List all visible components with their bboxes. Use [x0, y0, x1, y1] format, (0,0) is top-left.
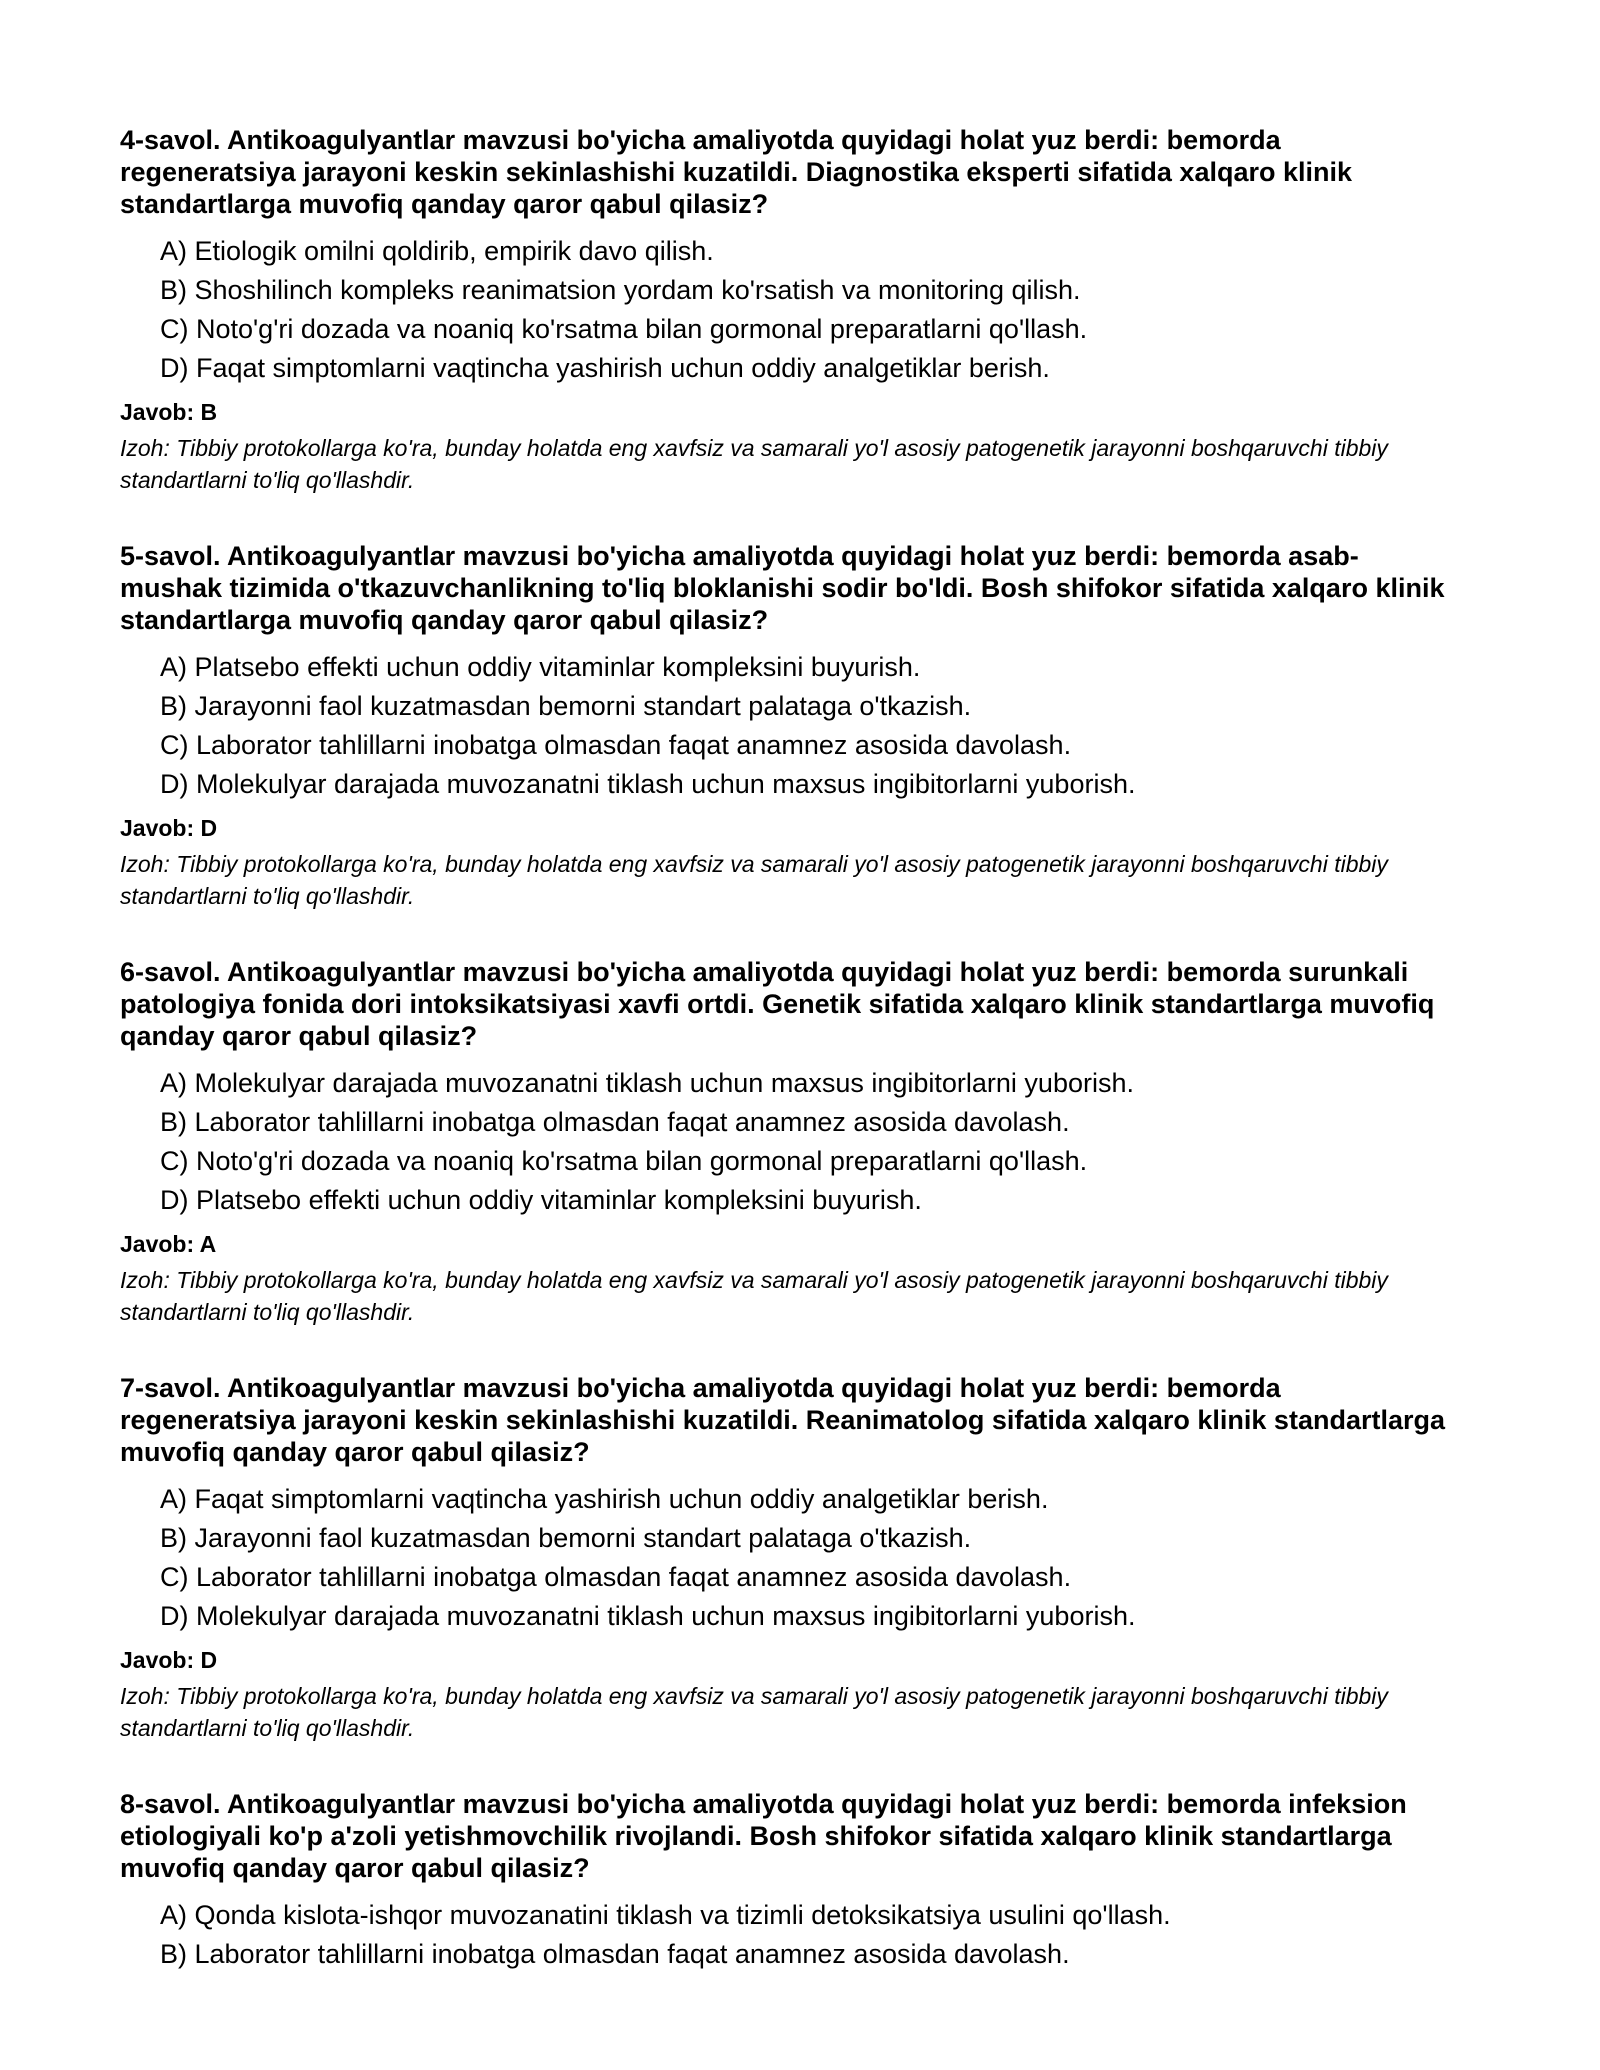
explanation-note: Izoh: Tibbiy protokollarga ko'ra, bunday holatda eng xavfsiz va samarali yo'l asosiy patogenetik jarayonni boshqaruvchi tibbiy standartlarni to'liq qo'llashdir.	[120, 1683, 1388, 1741]
option-a: A) Etiologik omilni qoldirib, empirik davo qilish.	[160, 236, 714, 266]
option-d: D) Faqat simptomlarni vaqtincha yashirish uchun oddiy analgetiklar berish.	[160, 353, 1050, 383]
option-c: C) Noto'g'ri dozada va noaniq ko'rsatma bilan gormonal preparatlarni qo'llash.	[160, 1146, 1088, 1176]
question-7	[120, 1372, 1460, 1744]
question-title: 8-savol. Antikoagulyantlar mavzusi bo'yicha amaliyotda quyidagi holat yuz berdi: bemorda infeksion etiologiyali ko'p a'zoli yetishmovchilik rivojlandi. Bosh shifokor sifatida xalqaro klinik standartlarga muvofiq qanday qaror qabul qilasiz?	[120, 1789, 1407, 1883]
document-page	[120, 124, 1460, 2018]
option-list	[120, 648, 1460, 804]
option-b: B) Jarayonni faol kuzatmasdan bemorni standart palataga o'tkazish.	[160, 691, 972, 721]
answer-label: Javob: B	[120, 399, 218, 425]
explanation-note: Izoh: Tibbiy protokollarga ko'ra, bunday holatda eng xavfsiz va samarali yo'l asosiy patogenetik jarayonni boshqaruvchi tibbiy standartlarni to'liq qo'llashdir.	[120, 435, 1388, 493]
option-b: B) Jarayonni faol kuzatmasdan bemorni standart palataga o'tkazish.	[160, 1523, 972, 1553]
option-a: A) Qonda kislota-ishqor muvozanatini tiklash va tizimli detoksikatsiya usulini qo'llash.	[160, 1900, 1171, 1930]
question-title: 5-savol. Antikoagulyantlar mavzusi bo'yicha amaliyotda quyidagi holat yuz berdi: bemorda asab-mushak tizimida o'tkazuvchanlikning to'liq bloklanishi sodir bo'ldi. Bosh shifokor sifatida xalqaro klinik standartlarga muvofiq qanday qaror qabul qilasiz?	[120, 541, 1445, 635]
option-b: B) Shoshilinch kompleks reanimatsion yordam ko'rsatish va monitoring qilish.	[160, 275, 1081, 305]
question-title: 4-savol. Antikoagulyantlar mavzusi bo'yicha amaliyotda quyidagi holat yuz berdi: bemorda regeneratsiya jarayoni keskin sekinlashishi kuzatildi. Diagnostika eksperti sifatida xalqaro klinik standartlarga muvofiq qanday qaror qabul qilasiz?	[120, 125, 1353, 219]
question-5	[120, 540, 1460, 912]
question-8	[120, 1788, 1460, 1974]
question-title: 7-savol. Antikoagulyantlar mavzusi bo'yicha amaliyotda quyidagi holat yuz berdi: bemorda regeneratsiya jarayoni keskin sekinlashishi kuzatildi. Reanimatolog sifatida xalqaro klinik standartlarga muvofiq qanday qaror qabul qilasiz?	[120, 1373, 1445, 1467]
question-4	[120, 124, 1460, 496]
answer-label: Javob: A	[120, 1231, 217, 1257]
option-list	[120, 1896, 1460, 1974]
option-c: C) Noto'g'ri dozada va noaniq ko'rsatma bilan gormonal preparatlarni qo'llash.	[160, 314, 1088, 344]
option-list	[120, 232, 1460, 388]
option-list	[120, 1064, 1460, 1220]
question-6	[120, 956, 1460, 1328]
option-a: A) Faqat simptomlarni vaqtincha yashirish uchun oddiy analgetiklar berish.	[160, 1484, 1049, 1514]
option-a: A) Molekulyar darajada muvozanatni tiklash uchun maxsus ingibitorlarni yuborish.	[160, 1068, 1134, 1098]
answer-label: Javob: D	[120, 1647, 218, 1673]
option-c: C) Laborator tahlillarni inobatga olmasdan faqat anamnez asosida davolash.	[160, 730, 1072, 760]
option-d: D) Molekulyar darajada muvozanatni tiklash uchun maxsus ingibitorlarni yuborish.	[160, 1601, 1136, 1631]
explanation-note: Izoh: Tibbiy protokollarga ko'ra, bunday holatda eng xavfsiz va samarali yo'l asosiy patogenetik jarayonni boshqaruvchi tibbiy standartlarni to'liq qo'llashdir.	[120, 851, 1388, 909]
question-title: 6-savol. Antikoagulyantlar mavzusi bo'yicha amaliyotda quyidagi holat yuz berdi: bemorda surunkali patologiya fonida dori intoksikatsiyasi xavfi ortdi. Genetik sifatida xalqaro klinik standartlarga muvofiq qanday qaror qabul qilasiz?	[120, 957, 1435, 1051]
answer-label: Javob: D	[120, 815, 218, 841]
option-a: A) Platsebo effekti uchun oddiy vitaminlar kompleksini buyurish.	[160, 652, 921, 682]
explanation-note: Izoh: Tibbiy protokollarga ko'ra, bunday holatda eng xavfsiz va samarali yo'l asosiy patogenetik jarayonni boshqaruvchi tibbiy standartlarni to'liq qo'llashdir.	[120, 1267, 1388, 1325]
option-list	[120, 1480, 1460, 1636]
option-b: B) Laborator tahlillarni inobatga olmasdan faqat anamnez asosida davolash.	[160, 1107, 1070, 1137]
option-c: C) Laborator tahlillarni inobatga olmasdan faqat anamnez asosida davolash.	[160, 1562, 1072, 1592]
option-d: D) Platsebo effekti uchun oddiy vitaminlar kompleksini buyurish.	[160, 1185, 922, 1215]
option-b: B) Laborator tahlillarni inobatga olmasdan faqat anamnez asosida davolash.	[160, 1939, 1070, 1969]
option-d: D) Molekulyar darajada muvozanatni tiklash uchun maxsus ingibitorlarni yuborish.	[160, 769, 1136, 799]
